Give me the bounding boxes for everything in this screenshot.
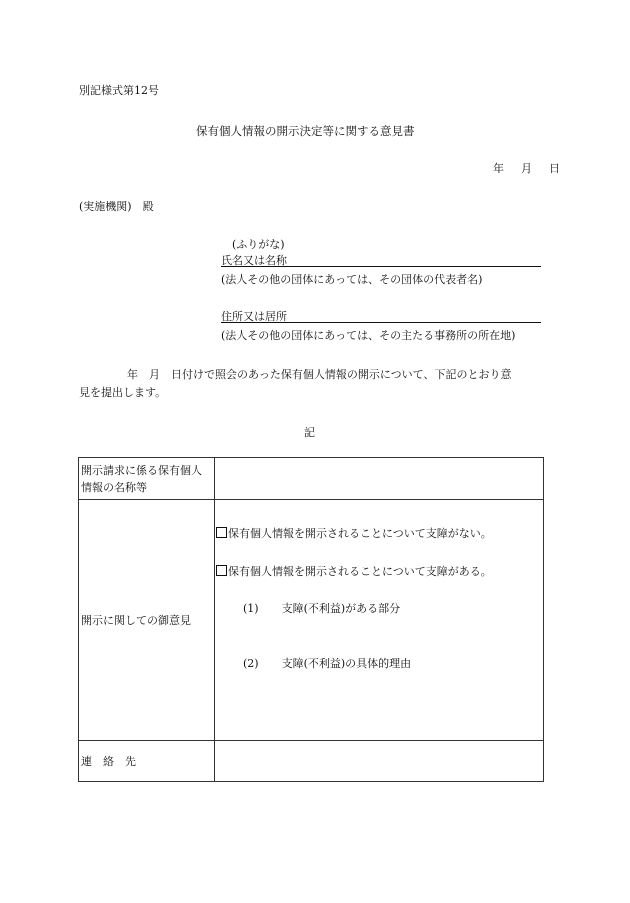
date-line	[493, 160, 560, 176]
date-month: 月	[521, 162, 532, 175]
opinion-label: 開示に関しての御意見	[79, 500, 215, 741]
sub-item-1-number: (1)	[243, 602, 259, 615]
furigana-label: (ふりがな)	[232, 238, 285, 251]
request-info-input[interactable]	[215, 458, 544, 500]
table-row	[79, 741, 544, 782]
option-issue-text: 保有個人情報を開示されることについて支障がある。	[228, 565, 492, 578]
opinion-cell	[215, 500, 544, 741]
request-info-label-line1: 開示請求に係る保有個人	[81, 463, 202, 477]
addressee: (実施機関) 殿	[79, 200, 154, 213]
checkbox-icon[interactable]	[216, 527, 227, 538]
body-line-2: 見を提出します。	[79, 386, 167, 399]
name-note: (法人その他の団体にあっては、その団体の代表者名)	[221, 273, 483, 286]
name-label: 氏名又は名称	[221, 254, 287, 267]
name-field[interactable]	[221, 252, 541, 267]
sub-item-2	[243, 655, 411, 671]
sub-item-2-number: (2)	[243, 657, 259, 670]
request-info-label-line2: 情報の名称等	[81, 480, 147, 494]
checkbox-icon[interactable]	[216, 565, 227, 576]
table-row	[79, 458, 544, 500]
address-field[interactable]	[221, 308, 541, 323]
option-no-issue-text: 保有個人情報を開示されることについて支障がない。	[228, 527, 492, 540]
sub-item-1-text: 支障(不利益)がある部分	[281, 602, 401, 615]
body-line-1: 年 月 日付けで照会のあった保有個人情報の開示について、下記のとおり意	[127, 368, 512, 381]
sub-item-1	[243, 600, 400, 616]
date-day: 日	[549, 162, 560, 175]
option-issue[interactable]	[216, 563, 492, 579]
document-title: 保有個人情報の開示決定等に関する意見書	[196, 124, 415, 138]
option-no-issue[interactable]	[216, 525, 492, 541]
table-row	[79, 500, 544, 741]
contact-label: 連 絡 先	[79, 741, 215, 782]
sub-item-2-text: 支障(不利益)の具体的理由	[281, 657, 412, 670]
date-year: 年	[493, 162, 504, 175]
address-note: (法人その他の団体にあっては、その主たる事務所の所在地)	[221, 329, 516, 342]
ki-heading: 記	[304, 426, 315, 439]
opinion-table	[78, 457, 544, 782]
form-number: 別記様式第12号	[79, 84, 159, 97]
address-label: 住所又は居所	[221, 310, 287, 323]
request-info-label	[79, 458, 215, 500]
contact-input[interactable]	[215, 741, 544, 782]
